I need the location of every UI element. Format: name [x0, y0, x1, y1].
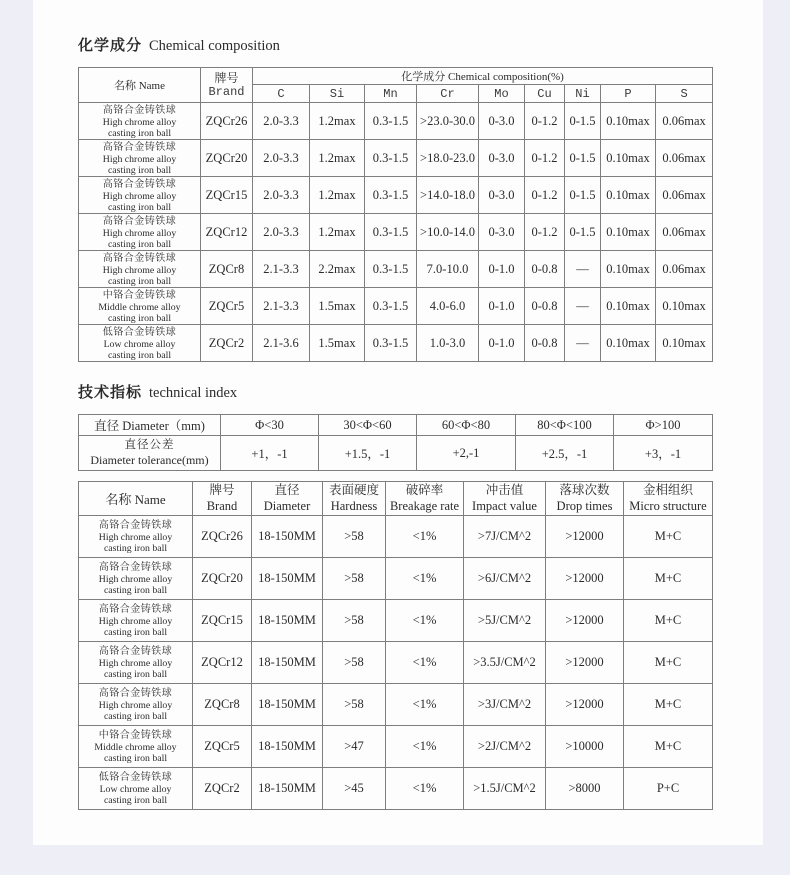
hardness-cell: >58 — [323, 684, 386, 726]
value-cell: 0-1.5 — [565, 103, 601, 140]
brand-cell: ZQCr2 — [201, 325, 253, 362]
name-column-header: 名称 Name — [79, 482, 193, 516]
value-cell: 2.0-3.3 — [253, 177, 310, 214]
value-cell: 0.06max — [656, 214, 713, 251]
value-cell: 1.2max — [310, 214, 365, 251]
product-name-cell: 低铬合金铸铁球 Low chrome alloy casting iron ball — [79, 768, 193, 810]
value-cell: — — [565, 325, 601, 362]
value-cell: 1.5max — [310, 288, 365, 325]
product-name-cell: 高铬合金铸铁球 High chrome alloy casting iron ball — [79, 558, 193, 600]
diameter-cell: 18-150MM — [252, 558, 323, 600]
product-name-cell: 低铬合金铸铁球 Low chrome alloy casting iron ball — [79, 325, 201, 362]
table-row — [79, 558, 713, 600]
micro-structure-column-header: 金相组织 Micro structure — [624, 482, 713, 516]
table-row — [79, 516, 713, 558]
tolerance-row — [79, 436, 713, 471]
value-cell: 2.2max — [310, 251, 365, 288]
value-cell: 0-0.8 — [525, 325, 565, 362]
micro-structure-cell: M+C — [624, 600, 713, 642]
value-cell: 0.3-1.5 — [365, 177, 417, 214]
product-name-cell: 高铬合金铸铁球 High chrome alloy casting iron ball — [79, 177, 201, 214]
chemical-composition-table — [78, 67, 713, 362]
product-name-cell: 高铬合金铸铁球 High chrome alloy casting iron ball — [79, 516, 193, 558]
value-cell: 4.0-6.0 — [417, 288, 479, 325]
value-cell: 0-1.5 — [565, 140, 601, 177]
hardness-cell: >58 — [323, 642, 386, 684]
value-cell: 0-1.2 — [525, 177, 565, 214]
product-name-cell: 高铬合金铸铁球 High chrome alloy casting iron ball — [79, 251, 201, 288]
brand-cell: ZQCr8 — [201, 251, 253, 288]
value-cell: 7.0-10.0 — [417, 251, 479, 288]
brand-cell: ZQCr12 — [201, 214, 253, 251]
value-cell: 0.06max — [656, 103, 713, 140]
name-column-header: 名称 Name — [79, 68, 201, 103]
brand-cell: ZQCr5 — [201, 288, 253, 325]
value-cell: 0.10max — [601, 103, 656, 140]
hardness-cell: >58 — [323, 558, 386, 600]
table-row — [79, 684, 713, 726]
value-cell: 2.1-3.6 — [253, 325, 310, 362]
value-cell: 0.3-1.5 — [365, 140, 417, 177]
value-cell: 0.3-1.5 — [365, 251, 417, 288]
drop-times-cell: >12000 — [546, 642, 624, 684]
diameter-column-header: 直径 Diameter — [252, 482, 323, 516]
brand-cell: ZQCr12 — [193, 642, 252, 684]
value-cell: 0-0.8 — [525, 251, 565, 288]
tolerance-cell: +3，-1 — [614, 436, 713, 471]
brand-cell: ZQCr26 — [193, 516, 252, 558]
title-zh: 技术指标 — [78, 384, 143, 401]
brand-cell: ZQCr8 — [193, 684, 252, 726]
table-row — [79, 768, 713, 810]
tolerance-cell: +1.5，-1 — [319, 436, 417, 471]
micro-structure-cell: M+C — [624, 516, 713, 558]
value-cell: 0.10max — [601, 214, 656, 251]
tolerance-cell: +2,-1 — [417, 436, 516, 471]
impact-cell: >3.5J/CM^2 — [464, 642, 546, 684]
table-header-row — [79, 482, 713, 516]
value-cell: >23.0-30.0 — [417, 103, 479, 140]
value-cell: 2.0-3.3 — [253, 140, 310, 177]
product-name-cell: 中铬合金铸铁球 Middle chrome alloy casting iron ball — [79, 726, 193, 768]
value-cell: 2.1-3.3 — [253, 288, 310, 325]
value-cell: 0.3-1.5 — [365, 288, 417, 325]
diameter-cell: 18-150MM — [252, 516, 323, 558]
breakage-cell: <1% — [386, 558, 464, 600]
value-cell: 0-0.8 — [525, 288, 565, 325]
value-cell: 0-1.2 — [525, 103, 565, 140]
value-cell: >10.0-14.0 — [417, 214, 479, 251]
value-cell: 0.10max — [601, 251, 656, 288]
value-cell: 0.06max — [656, 140, 713, 177]
brand-cell: ZQCr20 — [193, 558, 252, 600]
table-row — [79, 177, 713, 214]
element-header: Cr — [417, 85, 479, 103]
table-row — [79, 251, 713, 288]
table-row — [79, 288, 713, 325]
micro-structure-cell: M+C — [624, 558, 713, 600]
brand-cell: ZQCr26 — [201, 103, 253, 140]
table-row — [79, 103, 713, 140]
breakage-cell: <1% — [386, 516, 464, 558]
element-header: S — [656, 85, 713, 103]
title-en: technical index — [149, 385, 238, 401]
brand-column-header: 牌号 Brand — [193, 482, 252, 516]
value-cell: 1.2max — [310, 103, 365, 140]
value-cell: 0.06max — [656, 251, 713, 288]
value-cell: 0.10max — [601, 325, 656, 362]
impact-cell: >5J/CM^2 — [464, 600, 546, 642]
micro-structure-cell: M+C — [624, 642, 713, 684]
diameter-range-cell: 30<Φ<60 — [319, 415, 417, 436]
drop-times-cell: >12000 — [546, 600, 624, 642]
value-cell: 2.1-3.3 — [253, 251, 310, 288]
product-name-cell: 高铬合金铸铁球 High chrome alloy casting iron ball — [79, 600, 193, 642]
value-cell: 0-3.0 — [479, 140, 525, 177]
diameter-cell: 18-150MM — [252, 600, 323, 642]
brand-column-header: 牌号 Brand — [201, 68, 253, 103]
value-cell: 0.3-1.5 — [365, 214, 417, 251]
hardness-cell: >58 — [323, 600, 386, 642]
impact-cell: >7J/CM^2 — [464, 516, 546, 558]
table-row — [79, 600, 713, 642]
value-cell: 0-1.5 — [565, 177, 601, 214]
hardness-column-header: 表面硬度 Hardness — [323, 482, 386, 516]
drop-times-cell: >8000 — [546, 768, 624, 810]
value-cell: — — [565, 251, 601, 288]
value-cell: 0.10max — [601, 177, 656, 214]
drop-times-cell: >12000 — [546, 516, 624, 558]
composition-group-header: 化学成分 Chemical composition(%) — [253, 68, 713, 85]
diameter-row — [79, 415, 713, 436]
tolerance-label: 直径公差 Diameter tolerance(mm) — [79, 436, 221, 471]
table-row — [79, 726, 713, 768]
drop-times-cell: >12000 — [546, 684, 624, 726]
value-cell: >18.0-23.0 — [417, 140, 479, 177]
impact-cell: >2J/CM^2 — [464, 726, 546, 768]
value-cell: 0-1.0 — [479, 251, 525, 288]
brand-cell: ZQCr5 — [193, 726, 252, 768]
table-row — [79, 325, 713, 362]
table-row — [79, 214, 713, 251]
breakage-cell: <1% — [386, 600, 464, 642]
hardness-cell: >58 — [323, 516, 386, 558]
value-cell: 0.3-1.5 — [365, 325, 417, 362]
micro-structure-cell: P+C — [624, 768, 713, 810]
value-cell: 2.0-3.3 — [253, 103, 310, 140]
element-header: Mn — [365, 85, 417, 103]
drop-times-column-header: 落球次数 Drop times — [546, 482, 624, 516]
technical-spec-table — [78, 481, 713, 810]
diameter-range-cell: 60<Φ<80 — [417, 415, 516, 436]
value-cell: 1.0-3.0 — [417, 325, 479, 362]
element-header: Si — [310, 85, 365, 103]
breakage-cell: <1% — [386, 768, 464, 810]
value-cell: 1.5max — [310, 325, 365, 362]
impact-cell: >6J/CM^2 — [464, 558, 546, 600]
value-cell: 0-3.0 — [479, 177, 525, 214]
value-cell: 0-3.0 — [479, 214, 525, 251]
value-cell: 0.10max — [656, 288, 713, 325]
chemical-composition-title — [78, 34, 763, 55]
value-cell: 0.10max — [656, 325, 713, 362]
product-name-cell: 高铬合金铸铁球 High chrome alloy casting iron ball — [79, 214, 201, 251]
hardness-cell: >45 — [323, 768, 386, 810]
diameter-range-cell: Φ<30 — [221, 415, 319, 436]
value-cell: 0.3-1.5 — [365, 103, 417, 140]
breakage-cell: <1% — [386, 684, 464, 726]
diameter-range-cell: 80<Φ<100 — [516, 415, 614, 436]
product-name-cell: 高铬合金铸铁球 High chrome alloy casting iron ball — [79, 140, 201, 177]
diameter-label: 直径 Diameter（mm) — [79, 415, 221, 436]
breakage-cell: <1% — [386, 642, 464, 684]
value-cell: 2.0-3.3 — [253, 214, 310, 251]
value-cell: 0-1.2 — [525, 214, 565, 251]
micro-structure-cell: M+C — [624, 684, 713, 726]
value-cell: 0-1.2 — [525, 140, 565, 177]
element-header: Cu — [525, 85, 565, 103]
breakage-column-header: 破碎率 Breakage rate — [386, 482, 464, 516]
element-header: P — [601, 85, 656, 103]
value-cell: 1.2max — [310, 140, 365, 177]
brand-cell: ZQCr15 — [193, 600, 252, 642]
element-header: C — [253, 85, 310, 103]
element-header: Mo — [479, 85, 525, 103]
diameter-range-cell: Φ>100 — [614, 415, 713, 436]
impact-column-header: 冲击值 Impact value — [464, 482, 546, 516]
document-page — [33, 0, 763, 845]
value-cell: >14.0-18.0 — [417, 177, 479, 214]
product-name-cell: 高铬合金铸铁球 High chrome alloy casting iron ball — [79, 103, 201, 140]
diameter-cell: 18-150MM — [252, 768, 323, 810]
impact-cell: >3J/CM^2 — [464, 684, 546, 726]
diameter-cell: 18-150MM — [252, 684, 323, 726]
value-cell: 0-1.0 — [479, 325, 525, 362]
breakage-cell: <1% — [386, 726, 464, 768]
product-name-cell: 高铬合金铸铁球 High chrome alloy casting iron ball — [79, 642, 193, 684]
value-cell: 0.06max — [656, 177, 713, 214]
micro-structure-cell: M+C — [624, 726, 713, 768]
value-cell: — — [565, 288, 601, 325]
element-header: Ni — [565, 85, 601, 103]
table-header-row — [79, 68, 713, 85]
table-row — [79, 140, 713, 177]
technical-index-title — [78, 381, 763, 402]
value-cell: 0-3.0 — [479, 103, 525, 140]
brand-cell: ZQCr2 — [193, 768, 252, 810]
brand-cell: ZQCr20 — [201, 140, 253, 177]
value-cell: 0.10max — [601, 140, 656, 177]
value-cell: 0.10max — [601, 288, 656, 325]
drop-times-cell: >12000 — [546, 558, 624, 600]
diameter-cell: 18-150MM — [252, 726, 323, 768]
brand-cell: ZQCr15 — [201, 177, 253, 214]
diameter-tolerance-table — [78, 414, 713, 471]
table-row — [79, 642, 713, 684]
value-cell: 1.2max — [310, 177, 365, 214]
hardness-cell: >47 — [323, 726, 386, 768]
value-cell: 0-1.5 — [565, 214, 601, 251]
value-cell: 0-1.0 — [479, 288, 525, 325]
title-en: Chemical composition — [149, 38, 280, 54]
drop-times-cell: >10000 — [546, 726, 624, 768]
impact-cell: >1.5J/CM^2 — [464, 768, 546, 810]
tolerance-cell: +2.5，-1 — [516, 436, 614, 471]
tolerance-cell: +1，-1 — [221, 436, 319, 471]
title-zh: 化学成分 — [78, 37, 143, 54]
product-name-cell: 高铬合金铸铁球 High chrome alloy casting iron ball — [79, 684, 193, 726]
product-name-cell: 中铬合金铸铁球 Middle chrome alloy casting iron ball — [79, 288, 201, 325]
diameter-cell: 18-150MM — [252, 642, 323, 684]
